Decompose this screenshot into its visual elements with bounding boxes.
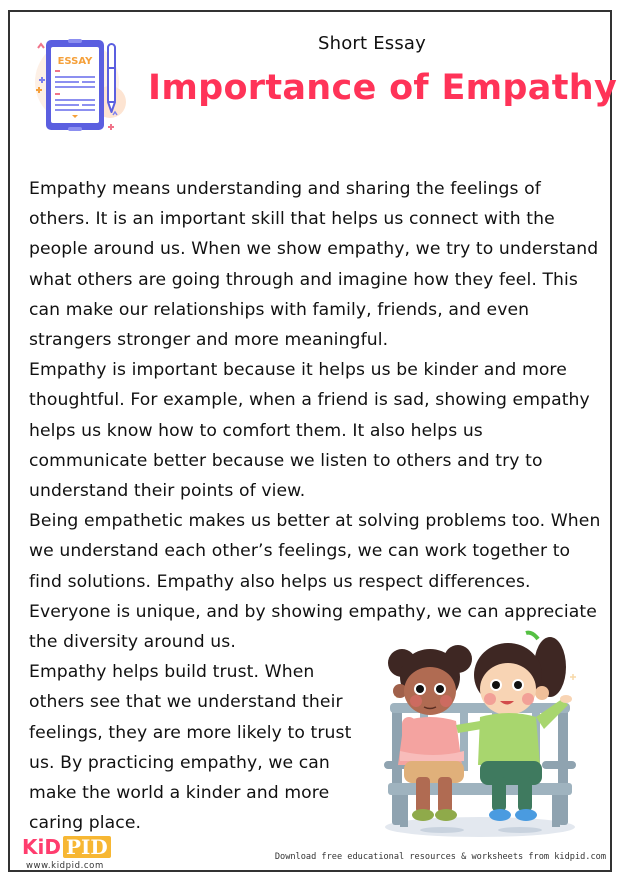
logo-wordmark <box>22 836 111 858</box>
two-children-on-bench-illustration <box>380 625 580 840</box>
svg-text:ESSAY: ESSAY <box>57 56 93 67</box>
footer-download-note: Download free educational resources & worksheets from kidpid.com <box>274 852 606 862</box>
kidpid-logo[interactable] <box>22 836 132 876</box>
essay-paragraph: Being empathetic makes us better at solving problems too. When we understand each other’s feelings, we can work together to find solutions. Empathy also helps us respect differences. Everyone is unique, and by showing empathy, we can appreciate the diversity around us. <box>29 511 601 653</box>
essay-paragraph: Empathy helps build trust. When others see that we understand their feelings, they are more likely to trust us. By practicing empathy, we can make the world a kinder and more caring place. <box>29 662 352 834</box>
essay-paragraph: Empathy means understanding and sharing the feelings of others. It is an important skill that helps us connect with the people around us. When we show empathy, we try to understand what others are going through and imagine how they feel. This can make our relationships with family, friends, and even strangers stronger and more meaningful. <box>29 179 599 351</box>
logo-kid-text: KiD <box>22 835 61 859</box>
page-title: Importance of Empathy <box>148 68 618 108</box>
logo-url[interactable]: www.kidpid.com <box>26 861 104 871</box>
essay-paragraph: Empathy is important because it helps us be kinder and more thoughtful. For example, when a friend is sad, showing empathy helps us know how to comfort them. It also helps us communicate better because we listen to others and try to understand their points of view. <box>29 360 590 502</box>
essay-subtitle: Short Essay <box>317 33 427 54</box>
logo-pid-text: PID <box>63 836 111 858</box>
